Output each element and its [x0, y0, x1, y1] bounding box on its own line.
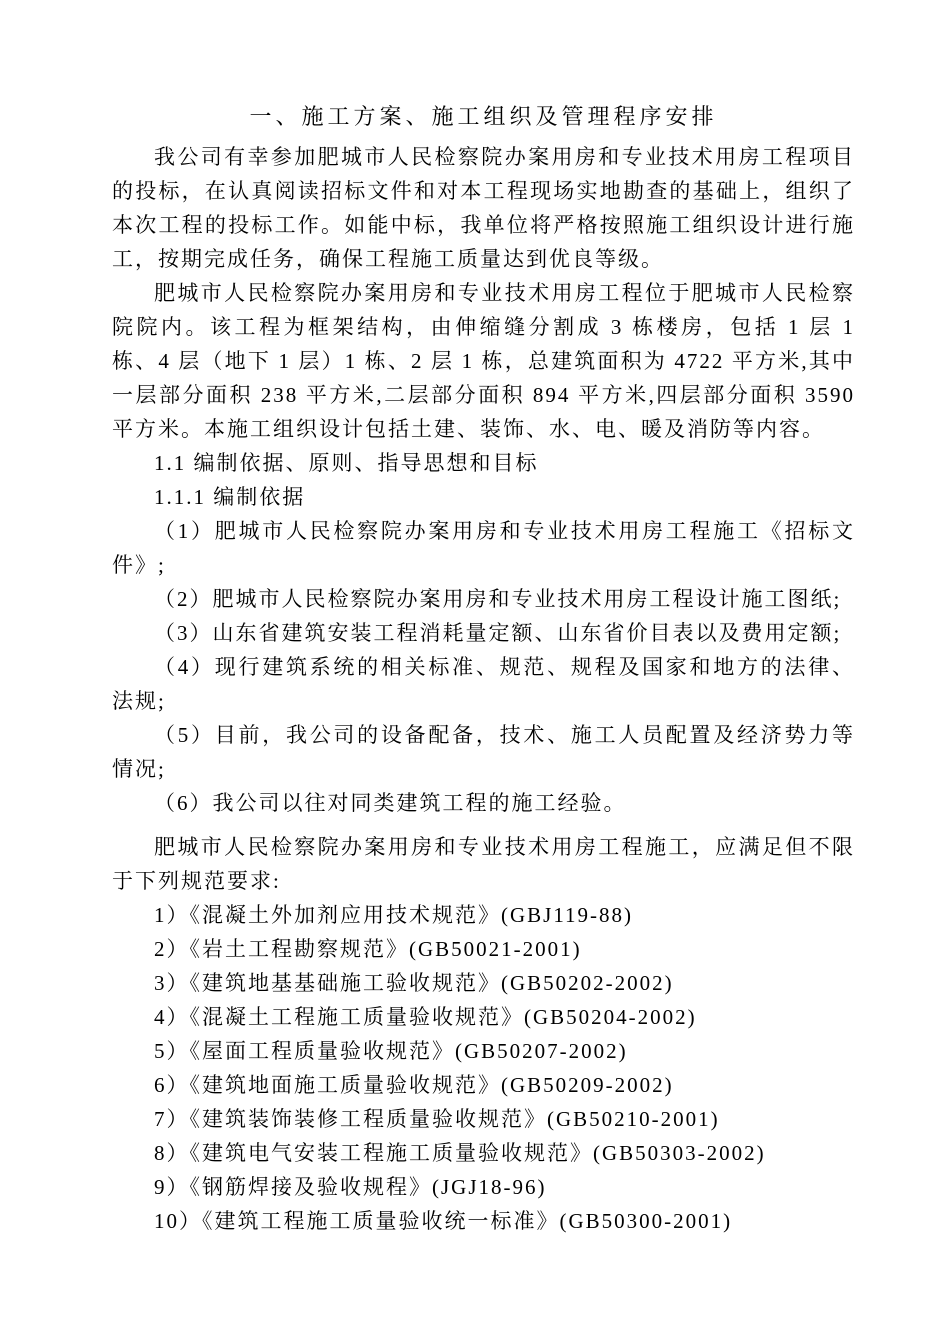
basis-item-1: （1）肥城市人民检察院办案用房和专业技术用房工程施工《招标文件》; [112, 519, 855, 577]
document-title: 一、施工方案、施工组织及管理程序安排 [249, 104, 718, 129]
standards-intro: 肥城市人民检察院办案用房和专业技术用房工程施工，应满足但不限于下列规范要求: [112, 835, 855, 893]
basis-item-3: （3）山东省建筑安装工程消耗量定额、山东省价目表以及费用定额; [154, 621, 842, 645]
standard-item-4: 4）《混凝土工程施工质量验收规范》(GB50204-2002) [154, 1005, 697, 1029]
heading-1-1: 1.1 编制依据、原则、指导思想和目标 [154, 451, 539, 475]
standard-item-1: 1）《混凝土外加剂应用技术规范》(GBJ119-88) [154, 903, 634, 927]
overview-paragraph: 肥城市人民检察院办案用房和专业技术用房工程位于肥城市人民检察院院内。该工程为框架结构，由伸缩缝分割成 3 栋楼房，包括 1 层 1 栋、4 层（地下 1 层）1 栋、2 层 1 栋，总建筑面积为 4722 平方米,其中一层部分面积 238 平方米,二层部分面积 894 平方米,四层部分面积 3590 平方米。本施工组织设计包括土建、装饰、水、电、暖及消防等内容。 [112, 281, 855, 441]
basis-item-6: （6）我公司以往对同类建筑工程的施工经验。 [154, 791, 627, 815]
standard-item-10: 10）《建筑工程施工质量验收统一标准》(GB50300-2001) [154, 1209, 733, 1233]
standard-item-9: 9）《钢筋焊接及验收规程》(JGJ18-96) [154, 1175, 547, 1199]
standard-item-8: 8）《建筑电气安装工程施工质量验收规范》(GB50303-2002) [154, 1141, 766, 1165]
standard-item-7: 7）《建筑装饰装修工程质量验收规范》(GB50210-2001) [154, 1107, 720, 1131]
standard-item-6: 6）《建筑地面施工质量验收规范》(GB50209-2002) [154, 1073, 674, 1097]
heading-1-1-1: 1.1.1 编制依据 [154, 485, 306, 509]
basis-item-4: （4）现行建筑系统的相关标准、规范、规程及国家和地方的法律、法规; [112, 655, 855, 713]
basis-item-5: （5）目前，我公司的设备配备，技术、施工人员配置及经济势力等情况; [112, 723, 855, 781]
basis-item-2: （2）肥城市人民检察院办案用房和专业技术用房工程设计施工图纸; [154, 587, 842, 611]
standard-item-5: 5）《屋面工程质量验收规范》(GB50207-2002) [154, 1039, 628, 1063]
intro-paragraph: 我公司有幸参加肥城市人民检察院办案用房和专业技术用房工程项目的投标，在认真阅读招标文件和对本工程现场实地勘查的基础上，组织了本次工程的投标工作。如能中标，我单位将严格按照施工组织设计进行施工，按期完成任务，确保工程施工质量达到优良等级。 [112, 145, 855, 271]
standard-item-2: 2）《岩土工程勘察规范》(GB50021-2001) [154, 937, 582, 961]
standard-item-3: 3）《建筑地基基础施工验收规范》(GB50202-2002) [154, 971, 674, 995]
